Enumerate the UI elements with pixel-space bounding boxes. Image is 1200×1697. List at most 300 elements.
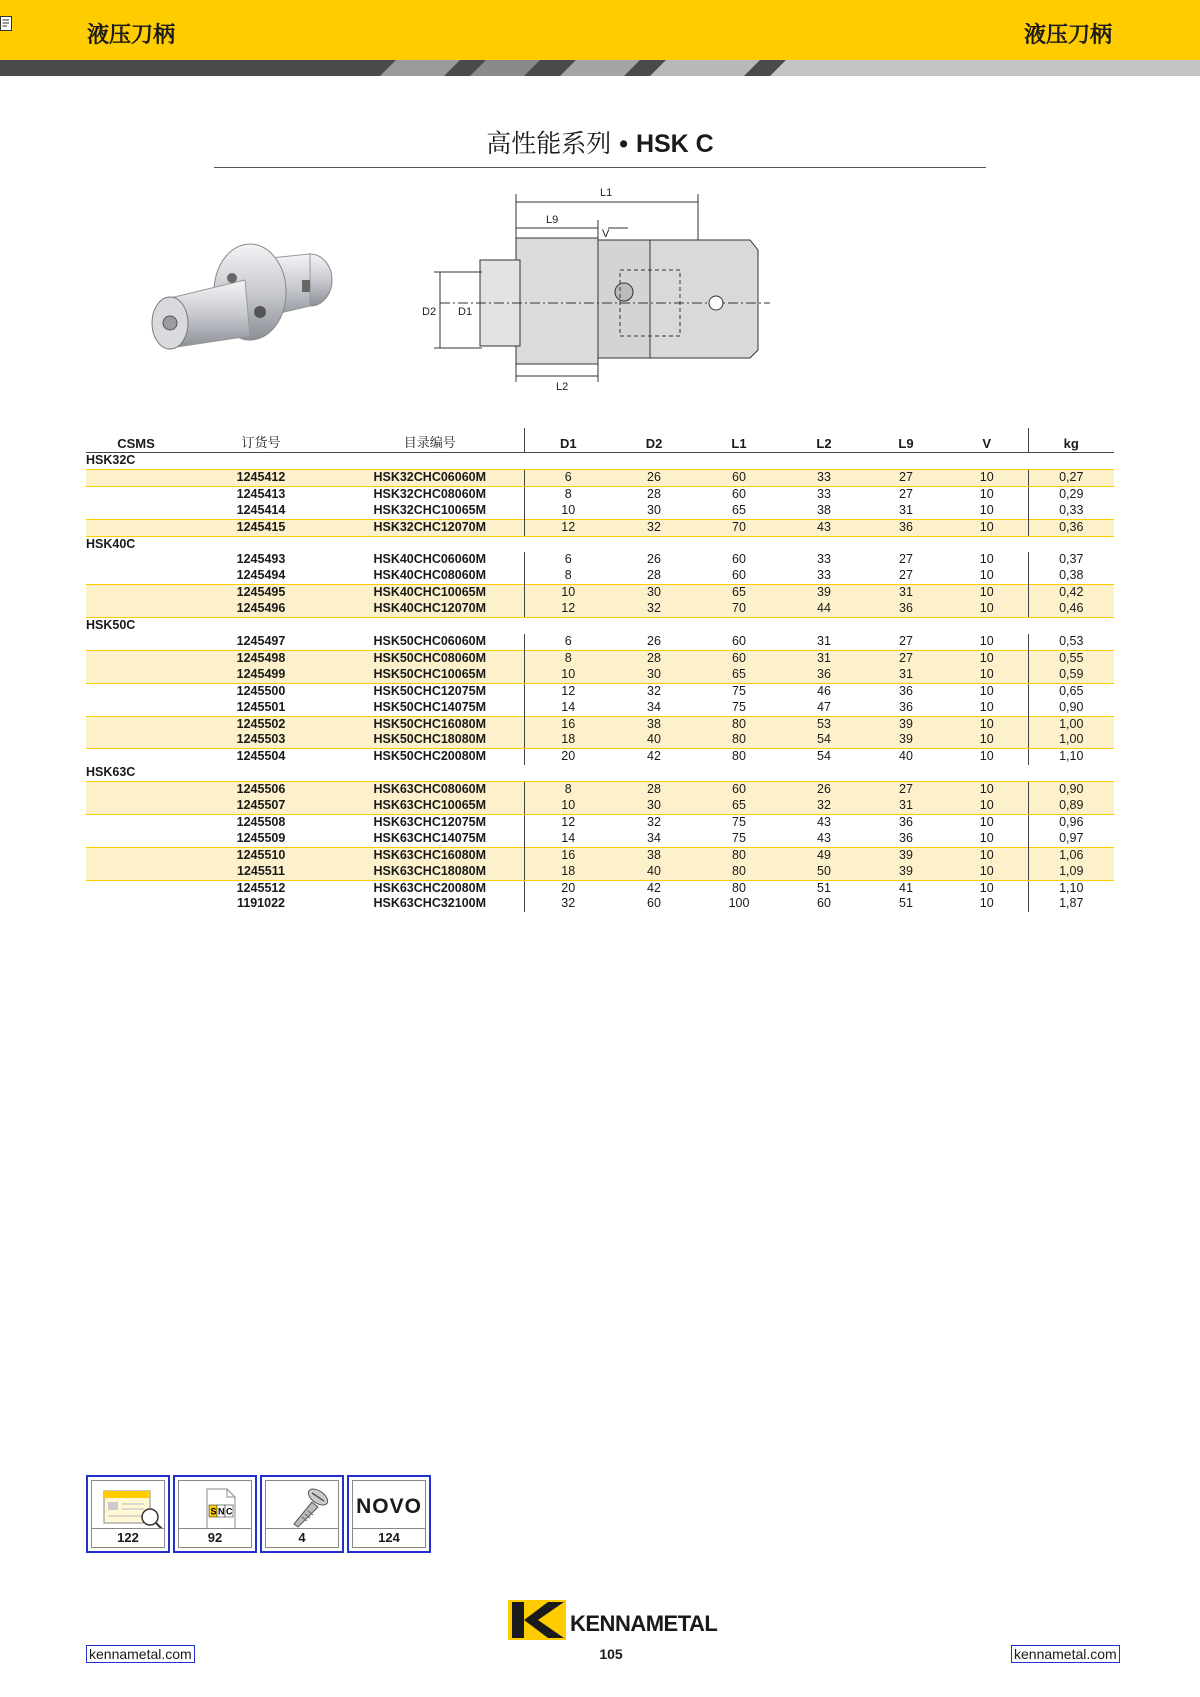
table-cell: 60 — [647, 896, 661, 911]
table-cell: 60 — [732, 568, 746, 583]
table-row — [86, 634, 1114, 650]
table-cell: 0,65 — [1028, 683, 1114, 699]
table-cell: 10 — [979, 814, 994, 829]
dim-label-l1: L1 — [600, 187, 613, 199]
table-cell: HSK50CHC06060M — [373, 633, 487, 648]
table-cell: 39 — [782, 585, 866, 601]
novo-logo-icon: NOVO — [356, 1495, 422, 1518]
csms-cell — [86, 503, 186, 519]
group-label: HSK63C — [86, 765, 136, 780]
table-cell: 32 — [612, 519, 696, 536]
table-cell: 20 — [524, 880, 612, 896]
title-rule — [214, 167, 986, 168]
csms-cell — [86, 896, 186, 912]
ref-box-frame — [178, 1480, 252, 1548]
table-cell: 14 — [524, 700, 612, 716]
table-cell: HSK50CHC16080M — [336, 716, 524, 732]
table-cell: 75 — [732, 683, 746, 698]
table-cell: HSK40CHC12070M — [336, 601, 524, 617]
table-cell: 33 — [782, 469, 866, 486]
ref-box-snc[interactable] — [173, 1475, 257, 1553]
table-cell: 1245506 — [186, 782, 336, 798]
table-cell: 60 — [732, 486, 746, 501]
table-cell: 1245501 — [236, 699, 286, 714]
csms-cell — [86, 667, 186, 683]
table-cell: 0,37 — [1028, 552, 1114, 568]
table-row — [86, 732, 1114, 748]
table-cell: 60 — [817, 896, 831, 911]
tool-holder-photo — [140, 240, 350, 380]
table-cell: 34 — [647, 830, 661, 845]
table-cell: 12 — [524, 683, 612, 699]
table-cell: 10 — [946, 782, 1028, 798]
table-cell: 10 — [524, 667, 612, 683]
dim-label-d1: D1 — [458, 306, 473, 318]
table-row — [86, 864, 1114, 880]
table-cell: 10 — [979, 486, 994, 501]
table-cell: 8 — [524, 486, 612, 502]
table-cell: HSK63CHC12075M — [373, 814, 487, 829]
table-cell: 1,09 — [1028, 864, 1114, 880]
header-band — [0, 0, 1200, 60]
table-cell: 10 — [946, 667, 1028, 683]
csms-cell — [86, 552, 186, 568]
ref-box-novo[interactable] — [347, 1475, 431, 1553]
table-cell: 28 — [612, 650, 696, 666]
table-cell: 0,53 — [1028, 634, 1114, 650]
table-cell: 1245509 — [236, 830, 286, 845]
table-cell: 39 — [866, 732, 946, 748]
table-cell: 10 — [979, 683, 994, 698]
table-cell: 44 — [782, 601, 866, 617]
table-cell: 60 — [696, 650, 782, 666]
table-cell: 27 — [899, 568, 913, 583]
table-cell: 6 — [524, 469, 612, 486]
table-cell: 60 — [696, 469, 782, 486]
table-cell: 1245497 — [236, 633, 286, 648]
table-cell: 28 — [612, 782, 696, 798]
table-cell: 0,29 — [1028, 486, 1114, 502]
table-cell: HSK50CHC14075M — [373, 699, 487, 714]
table-cell: 32 — [647, 683, 661, 698]
table-cell: 0,89 — [1028, 798, 1114, 814]
table-cell: 14 — [524, 831, 612, 847]
table-cell: 10 — [524, 503, 612, 519]
table-cell: 10 — [979, 749, 994, 764]
table-cell: 10 — [979, 880, 994, 895]
csms-cell — [86, 798, 186, 814]
table-cell: 10 — [946, 469, 1028, 486]
table-cell: 75 — [732, 814, 746, 829]
dim-label-d2: D2 — [422, 306, 437, 318]
table-cell: 0,36 — [1028, 519, 1114, 536]
table-cell: 75 — [732, 699, 746, 714]
csms-cell — [86, 683, 186, 699]
csms-cell — [86, 650, 186, 666]
csms-cell — [86, 732, 186, 748]
table-cell: 30 — [612, 667, 696, 683]
table-cell: 20 — [524, 749, 612, 765]
table-cell: 36 — [782, 667, 866, 683]
table-cell: HSK40CHC06060M — [373, 552, 487, 567]
table-cell: HSK50CHC08060M — [336, 650, 524, 666]
table-cell: HSK63CHC14075M — [373, 830, 487, 845]
ref-page-catalog: 122 — [92, 1528, 164, 1547]
ref-page-snc: 92 — [179, 1528, 251, 1547]
svg-text:N: N — [218, 1506, 225, 1517]
table-cell: 10 — [946, 585, 1028, 601]
table-cell: 10 — [979, 699, 994, 714]
table-cell: 16 — [524, 847, 612, 863]
table-cell: HSK63CHC20080M — [373, 880, 487, 895]
title-bullet: • — [619, 130, 628, 158]
table-row — [86, 486, 1114, 502]
table-cell: 6 — [524, 552, 612, 568]
table-cell: 1245499 — [186, 667, 336, 683]
table-cell: 39 — [866, 847, 946, 863]
table-cell: 70 — [696, 519, 782, 536]
table-cell: 65 — [696, 667, 782, 683]
csms-cell — [86, 486, 186, 502]
column-header-8: V — [946, 428, 1028, 453]
table-row — [86, 716, 1114, 732]
csms-cell — [86, 519, 186, 536]
table-cell: 1,06 — [1028, 847, 1114, 863]
table-cell: 1245413 — [236, 486, 286, 501]
ref-page-novo: 124 — [353, 1528, 425, 1547]
page-number: 105 — [599, 1646, 623, 1662]
table-cell: 26 — [612, 469, 696, 486]
group-row — [86, 618, 1114, 634]
table-cell: 10 — [946, 650, 1028, 666]
table-cell: 80 — [696, 716, 782, 732]
table-cell: 1,10 — [1028, 749, 1114, 765]
table-row — [86, 880, 1114, 896]
table-cell: 1245414 — [236, 502, 286, 517]
table-cell: 31 — [899, 502, 913, 517]
table-cell: 1245500 — [236, 683, 286, 698]
table-cell: 27 — [899, 552, 913, 567]
table-cell: 1,00 — [1028, 732, 1114, 748]
table-cell: 80 — [696, 847, 782, 863]
table-cell: 1245504 — [236, 749, 286, 764]
table-cell: 0,59 — [1028, 667, 1114, 683]
table-cell: 26 — [782, 782, 866, 798]
table-cell: 1191022 — [237, 896, 285, 911]
table-cell: 54 — [782, 732, 866, 748]
table-cell: 75 — [732, 830, 746, 845]
column-header-7: L9 — [866, 428, 946, 453]
column-header-1: 订货号 — [186, 428, 336, 453]
table-row — [86, 650, 1114, 666]
table-cell: 80 — [696, 864, 782, 880]
table-cell: 10 — [979, 552, 994, 567]
table-row — [86, 585, 1114, 601]
spec-table — [86, 428, 1114, 912]
table-row — [86, 798, 1114, 814]
table-cell: 1245493 — [236, 552, 286, 567]
column-header-5: L1 — [696, 428, 782, 453]
table-cell: 27 — [866, 650, 946, 666]
table-cell: 31 — [782, 650, 866, 666]
table-cell: 16 — [524, 716, 612, 732]
table-cell: HSK63CHC18080M — [336, 864, 524, 880]
table-cell: 40 — [612, 732, 696, 748]
csms-cell — [86, 568, 186, 584]
document-icon[interactable] — [0, 16, 14, 34]
table-cell: 36 — [866, 519, 946, 536]
table-cell: 38 — [612, 847, 696, 863]
table-cell: 33 — [817, 568, 831, 583]
table-cell: 60 — [696, 782, 782, 798]
table-cell: 33 — [817, 486, 831, 501]
table-cell: 32 — [612, 601, 696, 617]
table-cell: HSK63CHC16080M — [336, 847, 524, 863]
table-cell: 8 — [524, 568, 612, 584]
title-prefix: 高性能系列 — [486, 129, 612, 158]
page-title — [0, 124, 1200, 160]
csms-cell — [86, 469, 186, 486]
table-row — [86, 503, 1114, 519]
table-cell: 0,90 — [1028, 782, 1114, 798]
table-cell: 27 — [899, 486, 913, 501]
table-cell: 0,33 — [1028, 503, 1114, 519]
table-cell: 33 — [817, 552, 831, 567]
group-label: HSK40C — [86, 536, 136, 551]
table-cell: 40 — [612, 864, 696, 880]
csms-cell — [86, 601, 186, 617]
table-cell: 18 — [524, 864, 612, 880]
table-row — [86, 552, 1114, 568]
technical-drawing — [420, 180, 790, 400]
table-cell: 10 — [979, 896, 994, 911]
table-cell: 0,97 — [1028, 831, 1114, 847]
table-row — [86, 469, 1114, 486]
table-cell: 43 — [817, 814, 831, 829]
table-cell: 30 — [647, 502, 661, 517]
table-cell: 27 — [866, 469, 946, 486]
table-cell: 1245503 — [186, 732, 336, 748]
table-cell: 43 — [817, 830, 831, 845]
table-cell: 49 — [782, 847, 866, 863]
screw-icon — [274, 1487, 340, 1531]
footer-link-left[interactable]: kennametal.com — [86, 1645, 195, 1663]
table-cell: 80 — [732, 749, 746, 764]
table-cell: 0,96 — [1028, 814, 1114, 830]
table-cell: 31 — [866, 798, 946, 814]
table-cell: 1245494 — [236, 568, 286, 583]
footer-link-right[interactable]: kennametal.com — [1011, 1645, 1120, 1663]
table-cell: 10 — [979, 633, 994, 648]
group-row — [86, 453, 1114, 470]
table-row — [86, 847, 1114, 863]
group-label: HSK32C — [86, 453, 136, 467]
table-cell: 30 — [612, 798, 696, 814]
table-cell: HSK63CHC10065M — [336, 798, 524, 814]
table-cell: 10 — [946, 847, 1028, 863]
dim-label-l9: L9 — [546, 214, 559, 226]
table-cell: 36 — [899, 814, 913, 829]
csms-cell — [86, 782, 186, 798]
table-cell: 10 — [524, 798, 612, 814]
dim-label-v: V — [602, 228, 610, 240]
table-cell: 1245511 — [186, 864, 336, 880]
table-cell: 50 — [782, 864, 866, 880]
table-cell: 100 — [728, 896, 750, 911]
table-cell: 53 — [782, 716, 866, 732]
header-stripe-bar — [0, 60, 1200, 76]
table-cell: 1245495 — [186, 585, 336, 601]
table-cell: 1245507 — [186, 798, 336, 814]
table-row — [86, 683, 1114, 699]
table-row — [86, 831, 1114, 847]
table-cell: HSK50CHC20080M — [373, 749, 487, 764]
table-cell: 38 — [612, 716, 696, 732]
table-cell: 10 — [946, 716, 1028, 732]
table-cell: 36 — [899, 683, 913, 698]
csms-cell — [86, 847, 186, 863]
table-cell: 0,42 — [1028, 585, 1114, 601]
table-cell: 1245412 — [186, 469, 336, 486]
table-cell: 10 — [979, 830, 994, 845]
table-cell: 0,38 — [1028, 568, 1114, 584]
table-cell: 32 — [647, 814, 661, 829]
column-header-2: 目录编号 — [336, 428, 524, 453]
table-cell: 1245502 — [186, 716, 336, 732]
table-cell: 46 — [817, 683, 831, 698]
csms-cell — [86, 749, 186, 765]
spec-table-head — [86, 428, 1114, 453]
table-cell: 38 — [817, 502, 831, 517]
table-cell: 60 — [732, 552, 746, 567]
ref-box-frame — [265, 1480, 339, 1548]
table-cell: 10 — [946, 798, 1028, 814]
table-cell: HSK50CHC10065M — [336, 667, 524, 683]
table-cell: 65 — [696, 798, 782, 814]
table-cell: 1245496 — [186, 601, 336, 617]
catalog-search-icon — [100, 1487, 166, 1531]
table-cell: 40 — [899, 749, 913, 764]
ref-box-catalog[interactable] — [86, 1475, 170, 1553]
csms-cell — [86, 700, 186, 716]
table-cell: 42 — [647, 749, 661, 764]
ref-box-screw[interactable] — [260, 1475, 344, 1553]
table-cell: 36 — [866, 601, 946, 617]
table-cell: 30 — [612, 585, 696, 601]
table-cell: 1245508 — [236, 814, 286, 829]
column-header-4: D2 — [612, 428, 696, 453]
table-cell: HSK32CHC12070M — [336, 519, 524, 536]
table-cell: HSK63CHC08060M — [336, 782, 524, 798]
table-cell: 27 — [899, 633, 913, 648]
table-cell: 6 — [524, 634, 612, 650]
column-header-0: CSMS — [86, 428, 186, 453]
dim-label-l2: L2 — [556, 381, 569, 393]
table-cell: 51 — [899, 896, 913, 911]
table-cell: HSK40CHC10065M — [336, 585, 524, 601]
table-cell: 1245512 — [236, 880, 286, 895]
table-cell: 12 — [524, 519, 612, 536]
table-cell: HSK50CHC12075M — [373, 683, 487, 698]
table-cell: 39 — [866, 716, 946, 732]
table-cell: 36 — [899, 830, 913, 845]
table-cell: 60 — [732, 633, 746, 648]
table-row — [86, 667, 1114, 683]
ref-page-screw: 4 — [266, 1528, 338, 1547]
table-cell: 12 — [524, 601, 612, 617]
section-title-right: 液压刀柄 — [1023, 23, 1112, 48]
table-row — [86, 782, 1114, 798]
column-header-3: D1 — [524, 428, 612, 453]
section-title-left: 液压刀柄 — [87, 23, 176, 48]
table-cell: 10 — [946, 601, 1028, 617]
table-row — [86, 568, 1114, 584]
table-cell: 0,90 — [1028, 700, 1114, 716]
table-cell: 0,46 — [1028, 601, 1114, 617]
spec-table-body — [86, 453, 1114, 913]
table-cell: 65 — [696, 585, 782, 601]
table-cell: 1,87 — [1028, 896, 1114, 912]
table-cell: 65 — [732, 502, 746, 517]
table-cell: 10 — [946, 732, 1028, 748]
table-cell: 43 — [782, 519, 866, 536]
table-cell: 47 — [817, 699, 831, 714]
table-cell: 31 — [866, 585, 946, 601]
group-row — [86, 765, 1114, 781]
table-cell: 1245510 — [186, 847, 336, 863]
table-row — [86, 749, 1114, 765]
table-cell: 31 — [817, 633, 831, 648]
group-row — [86, 536, 1114, 552]
csms-cell — [86, 880, 186, 896]
group-label: HSK50C — [86, 618, 136, 633]
table-cell: HSK50CHC18080M — [336, 732, 524, 748]
csms-cell — [86, 864, 186, 880]
table-cell: 10 — [979, 568, 994, 583]
title-suffix: HSK C — [635, 130, 714, 158]
table-cell: 1,10 — [1028, 880, 1114, 896]
svg-text:S: S — [210, 1506, 217, 1517]
table-cell: 32 — [782, 798, 866, 814]
table-cell: 1245415 — [186, 519, 336, 536]
table-cell: 18 — [524, 732, 612, 748]
table-cell: 8 — [524, 782, 612, 798]
table-cell: 10 — [946, 864, 1028, 880]
snc-file-icon — [187, 1487, 253, 1531]
table-cell: 39 — [866, 864, 946, 880]
table-cell: 28 — [647, 568, 661, 583]
table-cell: 10 — [979, 502, 994, 517]
table-cell: 1,00 — [1028, 716, 1114, 732]
table-cell: HSK32CHC10065M — [373, 502, 487, 517]
table-cell: 27 — [866, 782, 946, 798]
table-cell: 0,55 — [1028, 650, 1114, 666]
table-cell: HSK32CHC06060M — [336, 469, 524, 486]
csms-cell — [86, 814, 186, 830]
column-header-6: L2 — [782, 428, 866, 453]
table-cell: 10 — [946, 519, 1028, 536]
table-cell: 31 — [866, 667, 946, 683]
table-cell: 70 — [696, 601, 782, 617]
table-cell: 28 — [647, 486, 661, 501]
table-cell: 26 — [647, 552, 661, 567]
table-cell: 0,27 — [1028, 469, 1114, 486]
brand-name: KENNAMETAL — [570, 1611, 718, 1636]
table-cell: 1245498 — [186, 650, 336, 666]
csms-cell — [86, 716, 186, 732]
table-cell: 41 — [899, 880, 913, 895]
table-cell: 32 — [524, 896, 612, 912]
